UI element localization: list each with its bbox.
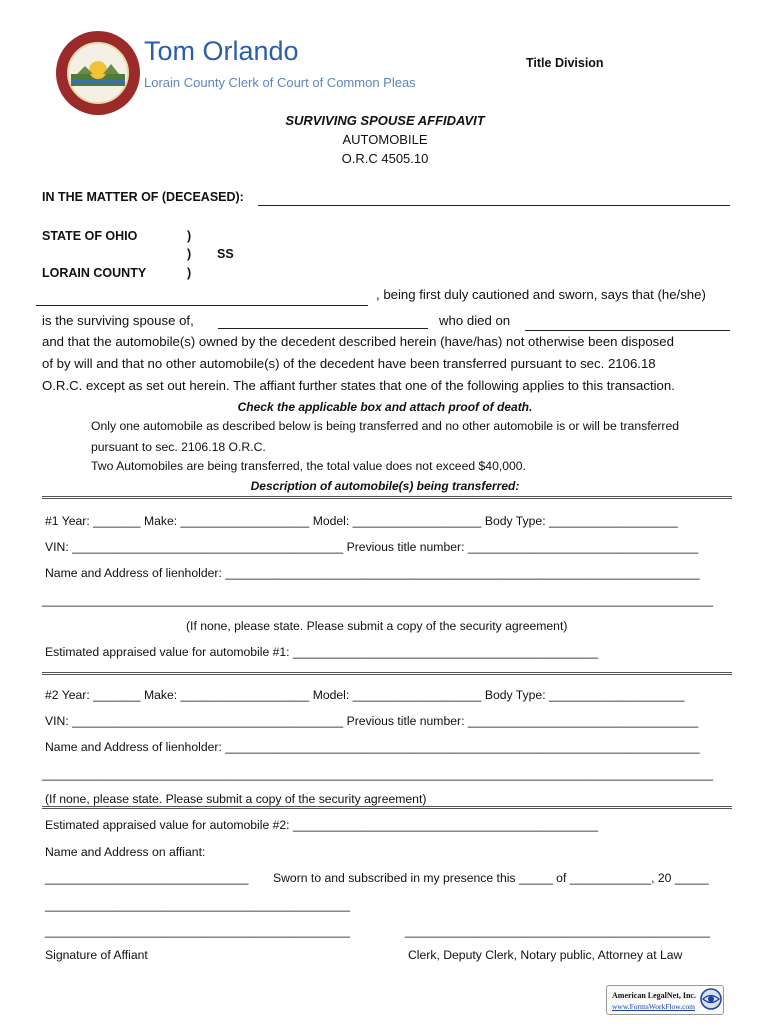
clerk-title-label: Clerk, Deputy Clerk, Notary public, Attorney at Law [408, 948, 683, 962]
clerk-signature-field[interactable]: _____________________________________________ [405, 924, 711, 938]
auto1-lienholder[interactable]: Name and Address of lienholder: ______________________________________________________________________ [45, 566, 700, 580]
auto1-vin-title[interactable]: VIN: ________________________________________ Previous title number: __________________________________ [45, 540, 699, 554]
state-label: STATE OF OHIO [42, 229, 138, 243]
option-1-line-1[interactable]: Only one automobile as described below is being transferred and no other automobile is or will be transferred [91, 419, 680, 433]
form-subtitle-automobile: AUTOMOBILE [342, 132, 428, 147]
body-line-2b: who died on [439, 313, 511, 328]
auto2-lienholder-line-2[interactable]: ___________________________________________________________________________________________________ [42, 767, 714, 781]
form-subtitle-orc: O.R.C 4505.10 [341, 151, 429, 166]
auto1-none-note: (If none, please state. Please submit a copy of the security agreement) [186, 619, 568, 633]
body-line-3: and that the automobile(s) owned by the decedent described herein (have/has) not otherwise been disposed [42, 334, 674, 349]
deceased-name-field[interactable] [258, 205, 730, 206]
affiant-address-field-2[interactable]: _____________________________________________ [45, 898, 351, 912]
body-line-2a: is the surviving spouse of, [42, 313, 194, 328]
option-1-line-2: pursuant to sec. 2106.18 O.R.C. [91, 440, 266, 454]
clerk-name: Tom Orlando [144, 36, 299, 66]
county-seal-logo [55, 30, 141, 116]
body-line-5: O.R.C. except as set out herein. The affiant further states that one of the following applies to this transaction. [42, 378, 675, 393]
auto1-lienholder-line-2[interactable]: ___________________________________________________________________________________________________ [42, 593, 714, 607]
ss-label: SS [217, 247, 234, 261]
spouse-name-field[interactable] [218, 328, 428, 329]
checkbox-instruction: Check the applicable box and attach proof of death. [237, 400, 533, 414]
option-2[interactable]: Two Automobiles are being transferred, the total value does not exceed $40,000. [91, 459, 526, 473]
affiant-name-field[interactable] [36, 305, 368, 306]
globe-icon [700, 988, 722, 1010]
auto2-year-make-model[interactable]: #2 Year: _______ Make: ___________________ Model: ___________________ Body Type: ____________________ [45, 688, 685, 702]
division-label: Title Division [526, 56, 604, 70]
venue-paren-3: ) [187, 266, 192, 280]
legalnet-link[interactable]: www.FormsWorkFlow.com [612, 1002, 696, 1011]
date-of-death-field[interactable] [525, 330, 730, 331]
legalnet-company: American LegalNet, Inc. [612, 991, 696, 1000]
affiant-address-field-1[interactable]: ______________________________ [45, 871, 249, 885]
affiant-address-label: Name and Address on affiant: [45, 845, 206, 859]
body-line-4: of by will and that no other automobile(s) of the decedent have been transferred pursuant to sec. 2106.18 [42, 356, 656, 371]
affiant-signature-field[interactable]: _____________________________________________ [45, 924, 351, 938]
description-heading: Description of automobile(s) being transferred: [250, 479, 520, 493]
venue-paren-1: ) [187, 229, 192, 243]
auto2-lienholder[interactable]: Name and Address of lienholder: ______________________________________________________________________ [45, 740, 700, 754]
auto2-none-note: (If none, please state. Please submit a copy of the security agreement) [45, 792, 427, 806]
body-line-1: , being first duly cautioned and sworn, says that (he/she) [376, 287, 706, 302]
signature-of-affiant-label: Signature of Affiant [45, 948, 148, 962]
automobile-separator [42, 672, 732, 675]
venue-paren-2: ) [187, 247, 192, 261]
auto1-appraised-value[interactable]: Estimated appraised value for automobile #1: _____________________________________________ [45, 645, 598, 659]
clerk-office: Lorain County Clerk of Court of Common Pleas [144, 75, 416, 90]
form-title: SURVIVING SPOUSE AFFIDAVIT [285, 113, 485, 128]
auto2-appraised-value[interactable]: Estimated appraised value for automobile #2: _____________________________________________ [45, 818, 598, 832]
county-label: LORAIN COUNTY [42, 266, 147, 280]
auto1-year-make-model[interactable]: #1 Year: _______ Make: ___________________ Model: ___________________ Body Type: ___________________ [45, 514, 678, 528]
auto2-vin-title[interactable]: VIN: ________________________________________ Previous title number: __________________________________ [45, 714, 699, 728]
sworn-statement[interactable]: Sworn to and subscribed in my presence this _____ of ____________, 20 _____ [273, 871, 709, 885]
matter-label: IN THE MATTER OF (DECEASED): [42, 190, 244, 204]
